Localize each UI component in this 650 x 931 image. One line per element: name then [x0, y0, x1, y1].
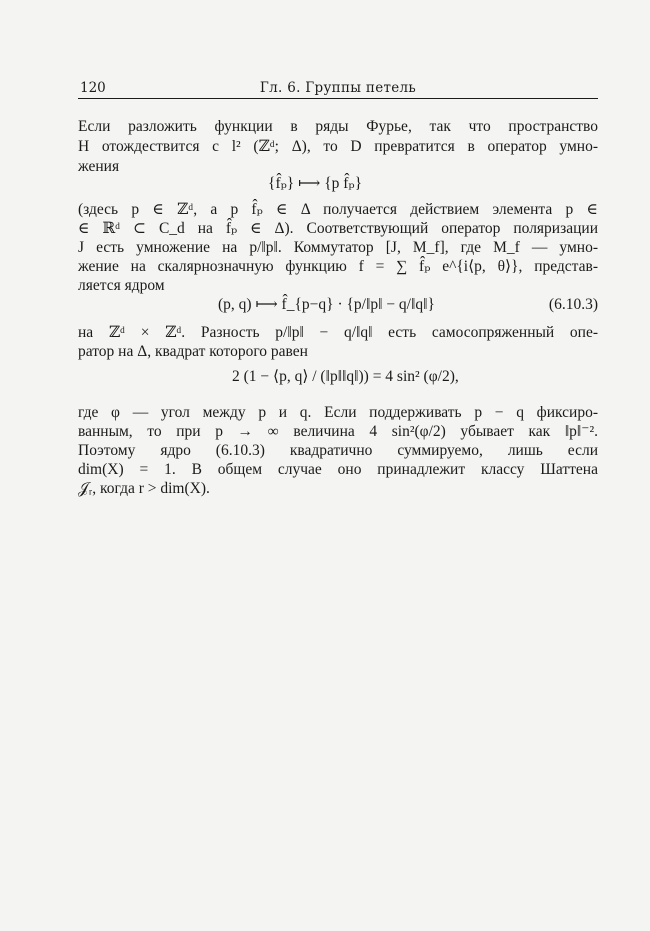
equation-kernel: (p, q) ⟼ f̂_{p−q} · {p/‖p‖ − q/‖q‖} [218, 296, 435, 313]
text-line: где φ — угол между p и q. Если поддерживать p − q фиксиро- [78, 404, 598, 421]
text-line: жения [78, 158, 120, 175]
text-line: H отождествится с l² (ℤᵈ; Δ), то D превратится в оператор умно- [78, 138, 598, 155]
text-line: 𝒥ᵣ, когда r > dim(X). [78, 480, 210, 497]
text-line: Поэтому ядро (6.10.3) квадратично суммируемо, лишь если [78, 442, 598, 459]
equation-multiplication: {f̂ₚ} ⟼ {p f̂ₚ} [268, 175, 363, 192]
page-header [78, 80, 598, 98]
text-line: (здесь p ∈ ℤᵈ, а p f̂ₚ ∈ Δ получается действием элемента p ∈ [78, 201, 598, 218]
text-line: dim(X) = 1. В общем случае оно принадлежит классу Шаттена [78, 461, 598, 478]
equation-label: (6.10.3) [548, 296, 598, 313]
text-line: ратор на Δ, квадрат которого равен [78, 343, 308, 360]
text-line: ванным, то при p → ∞ величина 4 sin²(φ/2) убывает как ‖p‖⁻². [78, 423, 598, 440]
page-number: 120 [80, 80, 106, 96]
text-line: на ℤᵈ × ℤᵈ. Разность p/‖p‖ − q/‖q‖ есть самосопряженный опе- [78, 324, 598, 341]
equation-square: 2 (1 − ⟨p, q⟩ / (‖p‖‖q‖)) = 4 sin² (φ/2), [232, 368, 459, 385]
text-line: ∈ ℝᵈ ⊂ C_d на f̂ₚ ∈ Δ). Соответствующий оператор поляризации [78, 220, 598, 237]
running-title: Гл. 6. Группы петель [259, 80, 417, 96]
text-line: J есть умножение на p/‖p‖. Коммутатор [J, M_f], где M_f — умно- [78, 239, 598, 256]
text-line: жение на скалярнозначную функцию f = ∑ f̂ₚ e^{i⟨p, θ⟩}, представ- [78, 258, 598, 275]
text-line: Если разложить функции в ряды Фурье, так что пространство [78, 118, 598, 135]
text-line: ляется ядром [78, 277, 165, 294]
header-rule [78, 98, 598, 99]
